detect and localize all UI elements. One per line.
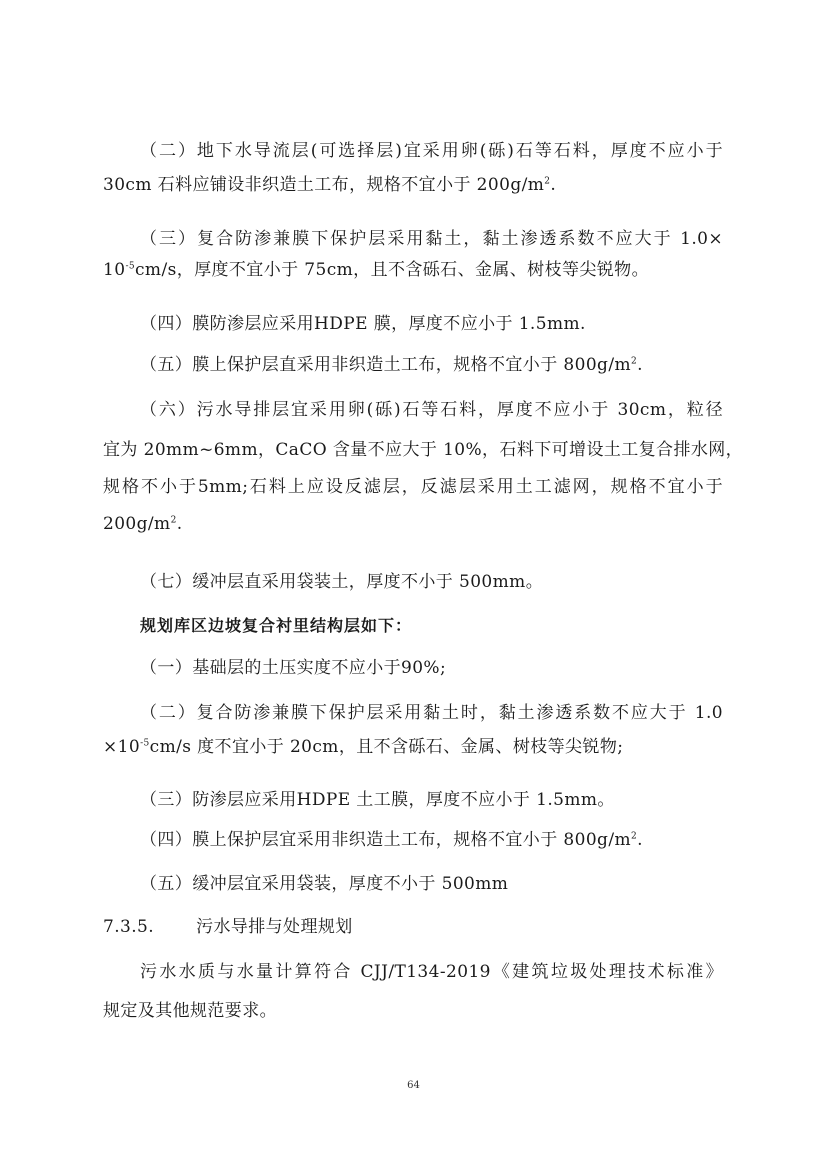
text-line: 30cm 石料应铺设非织造土工布，规格不宜小于 $200g/m^2$. <box>103 175 557 195</box>
text-line: 污水水质与水量计算符合 CJJ/T134-2019《建筑垃圾处理技术标准》 <box>140 962 723 982</box>
text-line: 规定及其他规范要求。 <box>103 1001 277 1021</box>
text-line: $\times 10^{-5}cm/s$ 度不宜小于 20cm，且不含砾石、金属、树枝等尖锐物; <box>103 737 624 757</box>
text-line: （五）缓冲层宜采用袋装，厚度不小于 500mm <box>140 874 509 894</box>
section-heading <box>103 917 353 937</box>
text-line: （四）膜防渗层应采用HDPE 膜，厚度不应小于 1.5mm. <box>140 314 586 334</box>
text-line: （二）地下水导流层(可选择层)宜采用卵(砾)石等石料，厚度不应小于 <box>140 141 723 161</box>
section-title: 污水导排与处理规划 <box>196 917 353 937</box>
page-number: 64 <box>407 1080 420 1091</box>
section-number: 7.3.5. <box>103 917 155 937</box>
text-line: （三）复合防渗兼膜下保护层采用黏土，黏土渗透系数不应大于 1.0× <box>140 229 723 249</box>
section-subheading: 规划库区边坡复合衬里结构层如下： <box>140 616 413 635</box>
text-line: （三）防渗层应采用HDPE 土工膜，厚度不应小于 1.5mm。 <box>140 790 615 810</box>
text-line: 宜为 20mm~6mm，CaCO 含量不应大于 10%，石料下可增设土工复合排水网， <box>103 440 744 460</box>
text-line: 规格不小于5mm;石料上应设反滤层，反滤层采用土工滤网，规格不宜小于 <box>103 477 723 497</box>
text-line: （七）缓冲层直采用袋装土，厚度不小于 500mm。 <box>140 572 544 592</box>
text-line: （一）基础层的土压实度不应小于90%; <box>140 658 447 678</box>
text-line: （五）膜上保护层直采用非织造土工布，规格不宜小于 $800g/m^2$. <box>140 355 643 375</box>
text-line: （二）复合防渗兼膜下保护层采用黏土时，黏土渗透系数不应大于 1.0 <box>140 703 723 723</box>
text-line: （四）膜上保护层宜采用非织造土工布，规格不宜小于 $800g/m^2$. <box>140 830 643 850</box>
text-line: $10^{-5}cm/s$，厚度不宜小于 75cm，且不含砾石、金属、树枝等尖锐物。 <box>103 260 649 280</box>
text-line: （六）污水导排层宜采用卵(砾)石等石料，厚度不应小于 30cm，粒径 <box>140 400 723 420</box>
text-line: $200g/m^2$. <box>103 514 183 534</box>
